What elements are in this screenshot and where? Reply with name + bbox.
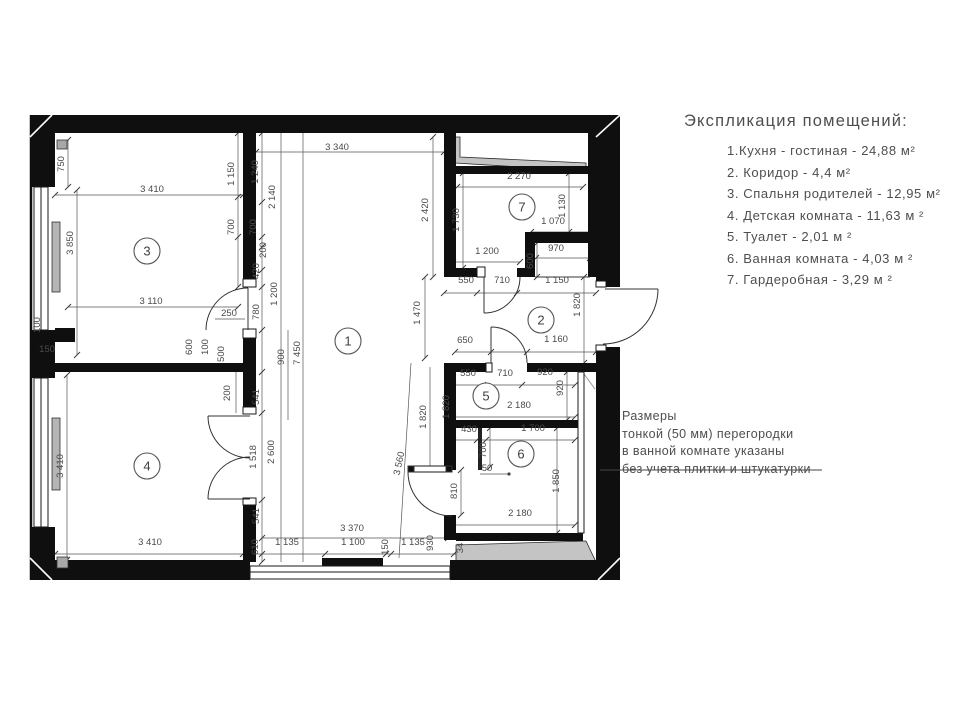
room-number-badge bbox=[134, 453, 160, 479]
door-bathroom bbox=[408, 466, 452, 516]
dimension-label: 700 bbox=[248, 219, 259, 235]
dimension-label: 250 bbox=[221, 308, 237, 319]
room-number-badge bbox=[134, 238, 160, 264]
dimension-label: 600 bbox=[525, 253, 536, 269]
note-line: Размеры bbox=[622, 409, 677, 423]
dimension-label: 1 070 bbox=[541, 216, 565, 227]
dimension-label: 3 560 bbox=[391, 450, 408, 477]
dimension-label: 750 bbox=[56, 156, 67, 172]
dimension-label: 500 bbox=[216, 346, 227, 362]
duct-wedge-bottom-right bbox=[456, 541, 596, 562]
dimension-label: 1 135 bbox=[275, 537, 299, 548]
dimension-label: 3 110 bbox=[139, 296, 163, 307]
door-entrance bbox=[596, 281, 658, 351]
dimension-label: 1 240 bbox=[250, 160, 261, 184]
room-number-badge bbox=[509, 194, 535, 220]
dimension-label: 2 140 bbox=[267, 185, 278, 209]
dimension-label: 920 bbox=[555, 380, 566, 396]
column-top-left bbox=[57, 140, 67, 149]
dimension-label: 1 100 bbox=[341, 537, 365, 548]
dimension-label: 1 150 bbox=[226, 162, 237, 186]
dimension-label: 150 bbox=[39, 344, 55, 355]
legend-item: 7. Гардеробная - 3,29 м ² bbox=[727, 272, 893, 287]
room-number: 1 bbox=[344, 333, 352, 349]
dimension-label: 1 470 bbox=[412, 301, 423, 325]
dimension-label: 1 160 bbox=[544, 334, 568, 345]
dimension-label: 710 bbox=[497, 368, 513, 379]
dimension-label: 1 850 bbox=[551, 469, 562, 493]
room-number-badge bbox=[473, 383, 499, 409]
dimension-label: 600 bbox=[184, 339, 195, 355]
room-number: 5 bbox=[482, 388, 490, 404]
dimension-label: 1 700 bbox=[521, 423, 545, 434]
dimension-label: 710 bbox=[494, 275, 510, 286]
door-wardrobe bbox=[477, 267, 520, 313]
dimension-label: 1 200 bbox=[475, 246, 499, 257]
dimension-label: 2 420 bbox=[420, 198, 431, 222]
dimension-label: 810 bbox=[449, 483, 460, 499]
dimension-label: 200 bbox=[222, 385, 233, 401]
dimension-label: 2 270 bbox=[507, 171, 531, 182]
room-number: 7 bbox=[518, 199, 526, 215]
room-number: 6 bbox=[517, 446, 525, 462]
dimension-label: 100 bbox=[32, 317, 43, 333]
dimension-label: 1 730 bbox=[451, 208, 462, 232]
dimension-label: 900 bbox=[276, 349, 287, 365]
room-number-badge bbox=[508, 441, 534, 467]
dimension-label: 550 bbox=[458, 275, 474, 286]
windows bbox=[34, 187, 450, 579]
partition-note bbox=[622, 408, 837, 478]
legend bbox=[684, 112, 976, 291]
dimension-label: 2 180 bbox=[508, 508, 532, 519]
dimension-label: 420 bbox=[251, 263, 262, 279]
dimension-label: 1 820 bbox=[572, 293, 583, 317]
dimension-label: 610 bbox=[250, 539, 261, 555]
dimension-label: 700 bbox=[478, 442, 489, 458]
dimension-label: 3 410 bbox=[138, 537, 162, 548]
dimension-label: 3 370 bbox=[340, 523, 364, 534]
note-line: тонкой (50 мм) перегородки bbox=[622, 426, 794, 441]
legend-title: Экспликация помещений: bbox=[684, 112, 908, 130]
note-line: без учета плитки и штукатурки bbox=[622, 461, 811, 476]
duct-wedge-top-right bbox=[455, 137, 586, 171]
door-toilet bbox=[486, 327, 527, 372]
dimension-label: 541 bbox=[251, 508, 262, 524]
dimension-label: 3 410 bbox=[140, 184, 164, 195]
room-number: 2 bbox=[537, 312, 545, 328]
dimension-label: 3 410 bbox=[55, 454, 66, 478]
dimension-label: 200 bbox=[258, 242, 269, 258]
dimension-label: 2 600 bbox=[266, 440, 277, 464]
fixtures bbox=[52, 140, 584, 568]
dimension-label: 1 820 bbox=[441, 395, 452, 419]
dimension-label: 541 bbox=[251, 389, 262, 405]
room-number-badge bbox=[528, 307, 554, 333]
note-line: в ванной комнате указаны bbox=[622, 444, 785, 458]
room-number: 4 bbox=[143, 458, 151, 474]
radiator-bedroom bbox=[52, 222, 60, 292]
dimension-label: 430 bbox=[461, 424, 477, 435]
dimension-label: 7 450 bbox=[292, 341, 303, 365]
dimension-label: 550 bbox=[460, 368, 476, 379]
dimension-label: 780 bbox=[251, 304, 262, 320]
dimension-label: 1 820 bbox=[418, 405, 429, 429]
room-number-badge bbox=[335, 328, 361, 354]
dimension-label: 920 bbox=[537, 367, 553, 378]
dimension-label: 2 180 bbox=[507, 400, 531, 411]
dimension-label: 1 150 bbox=[545, 275, 569, 286]
dimension-label: 150 bbox=[380, 539, 391, 555]
dimension-label: 650 bbox=[457, 335, 473, 346]
dimension-label: 100 bbox=[200, 339, 211, 355]
dimension-label: 1 130 bbox=[557, 194, 568, 218]
dimension-label: 1 200 bbox=[269, 282, 280, 306]
legend-item: 3. Спальня родителей - 12,95 м² bbox=[727, 186, 941, 201]
shaft-wall-bath bbox=[578, 372, 584, 533]
legend-item: 1.Кухня - гостиная - 24,88 м² bbox=[727, 143, 916, 158]
column-bottom-left bbox=[57, 557, 68, 568]
dimension-label: 3 340 bbox=[325, 142, 349, 153]
legend-item: 5. Туалет - 2,01 м ² bbox=[727, 229, 852, 244]
dimension-label: 930 bbox=[425, 535, 436, 551]
legend-item: 2. Коридор - 4,4 м² bbox=[727, 164, 851, 180]
legend-item: 4. Детская комната - 11,63 м ² bbox=[727, 207, 924, 223]
dimension-labels bbox=[32, 142, 583, 555]
dimension-label: 3 850 bbox=[65, 231, 76, 255]
dimension-label: 34 bbox=[455, 542, 466, 554]
radiator-kidsroom bbox=[52, 418, 60, 490]
dimension-label: 700 bbox=[226, 219, 237, 235]
dimension-label: 1 135 bbox=[401, 537, 425, 548]
dimension-label: 50 bbox=[481, 463, 493, 474]
dimension-lines bbox=[30, 133, 596, 562]
room-number: 3 bbox=[143, 243, 151, 259]
dimension-label: 970 bbox=[548, 243, 564, 254]
legend-item: 6. Ванная комната - 4,03 м ² bbox=[727, 250, 913, 266]
dimension-label: 1 518 bbox=[248, 445, 259, 469]
